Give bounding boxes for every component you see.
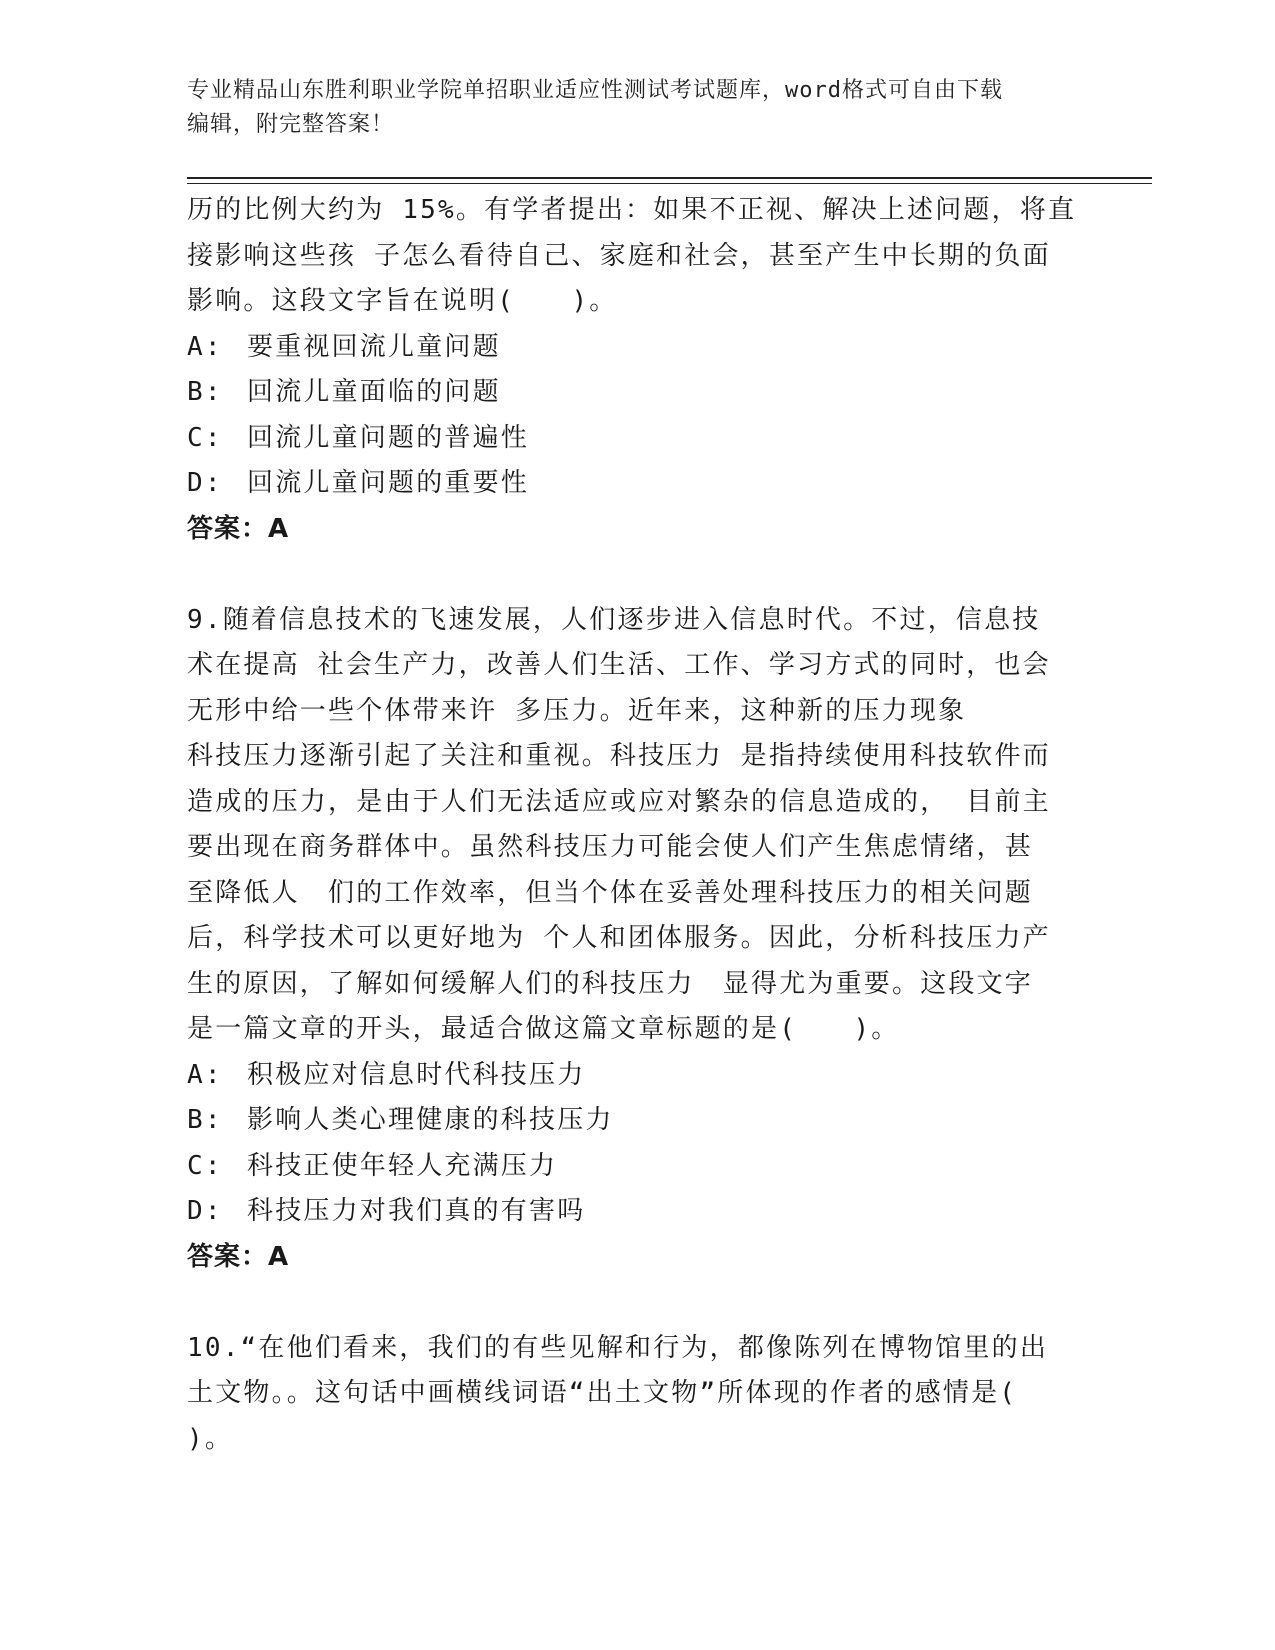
option-text: 积极应对信息时代科技压力 (247, 1059, 586, 1090)
question-text-line: 影响。这段文字旨在说明( )。 (187, 286, 618, 316)
option-text: 科技正使年轻人充满压力 (247, 1150, 558, 1181)
option-a (187, 325, 1087, 371)
answer-label: 答案：A (187, 513, 290, 544)
question-text-line: 接影响这些孩 子怎么看待自己、家庭和社会，甚至产生中长期的负面 (187, 240, 1051, 271)
question-text-line: 至降低人 们的工作效率，但当个体在妥善处理科技压力的相关问题 (187, 877, 1034, 908)
option-c (187, 416, 1087, 462)
option-key: D: (187, 468, 223, 498)
option-text: 影响人类心理健康的科技压力 (247, 1105, 614, 1135)
option-text: 回流儿童问题的重要性 (247, 468, 530, 498)
option-key: C: (187, 422, 223, 453)
option-text: 要重视回流儿童问题 (247, 331, 501, 362)
option-b (187, 1098, 1087, 1144)
question-text-line: 无形中给一些个体带来许 多压力。近年来，这种新的压力现象 (187, 695, 967, 726)
option-b (187, 370, 1087, 416)
option-key: B: (187, 1105, 223, 1135)
document-body (187, 188, 1087, 1462)
option-key: C: (187, 1150, 223, 1181)
header-divider-thick (187, 177, 1152, 179)
option-a (187, 1053, 1087, 1099)
option-c (187, 1144, 1087, 1190)
header-line-1: 专业精品山东胜利职业学院单招职业适应性测试考试题库，word格式可自由下载 (187, 78, 1003, 103)
option-key: A: (187, 331, 223, 362)
question-text-line: 10.“在他们看来，我们的有些见解和行为，都像陈列在博物馆里的出 (187, 1332, 1049, 1363)
question-text-line: 土文物。。这句话中画横线词语“出土文物”所体现的作者的感情是( (187, 1378, 1018, 1408)
header-line-2: 编辑，附完整答案！ (187, 112, 395, 137)
option-d (187, 1189, 1087, 1235)
header-divider-thin (187, 183, 1152, 184)
answer-label: 答案：A (187, 1241, 290, 1272)
question-8 (187, 188, 1087, 552)
option-text: 科技压力对我们真的有害吗 (247, 1196, 586, 1226)
question-text-line: 术在提高 社会生产力，改善人们生活、工作、学习方式的同时，也会 (187, 650, 1051, 680)
question-text-line: 要出现在商务群体中。虽然科技压力可能会使人们产生焦虑情绪，甚 (187, 832, 1034, 862)
question-text-line: 生的原因，了解如何缓解人们的科技压力 显得尤为重要。这段文字 (187, 968, 1034, 999)
question-text-line: 9.随着信息技术的飞速发展，人们逐步进入信息时代。不过，信息技 (187, 604, 1041, 635)
question-text-line: 造成的压力，是由于人们无法适应或应对繁杂的信息造成的， 目前主 (187, 786, 1051, 817)
question-text-line: 科技压力逐渐引起了关注和重视。科技压力 是指持续使用科技软件而 (187, 741, 1051, 771)
option-key: A: (187, 1059, 223, 1090)
question-9 (187, 598, 1087, 1281)
question-text-line: 历的比例大约为 15%。有学者提出：如果不正视、解决上述问题，将直 (187, 195, 1077, 225)
option-key: D: (187, 1196, 223, 1226)
question-text-line: )。 (187, 1423, 234, 1454)
option-key: B: (187, 377, 223, 407)
option-text: 回流儿童面临的问题 (247, 377, 501, 407)
question-text-line: 后，科学技术可以更好地为 个人和团体服务。因此，分析科技压力产 (187, 923, 1051, 953)
page-header (187, 74, 1067, 142)
question-10 (187, 1326, 1087, 1463)
question-text-line: 是一篇文章的开头，最适合做这篇文章标题的是( )。 (187, 1014, 900, 1044)
option-d (187, 461, 1087, 507)
option-text: 回流儿童问题的普遍性 (247, 422, 530, 453)
